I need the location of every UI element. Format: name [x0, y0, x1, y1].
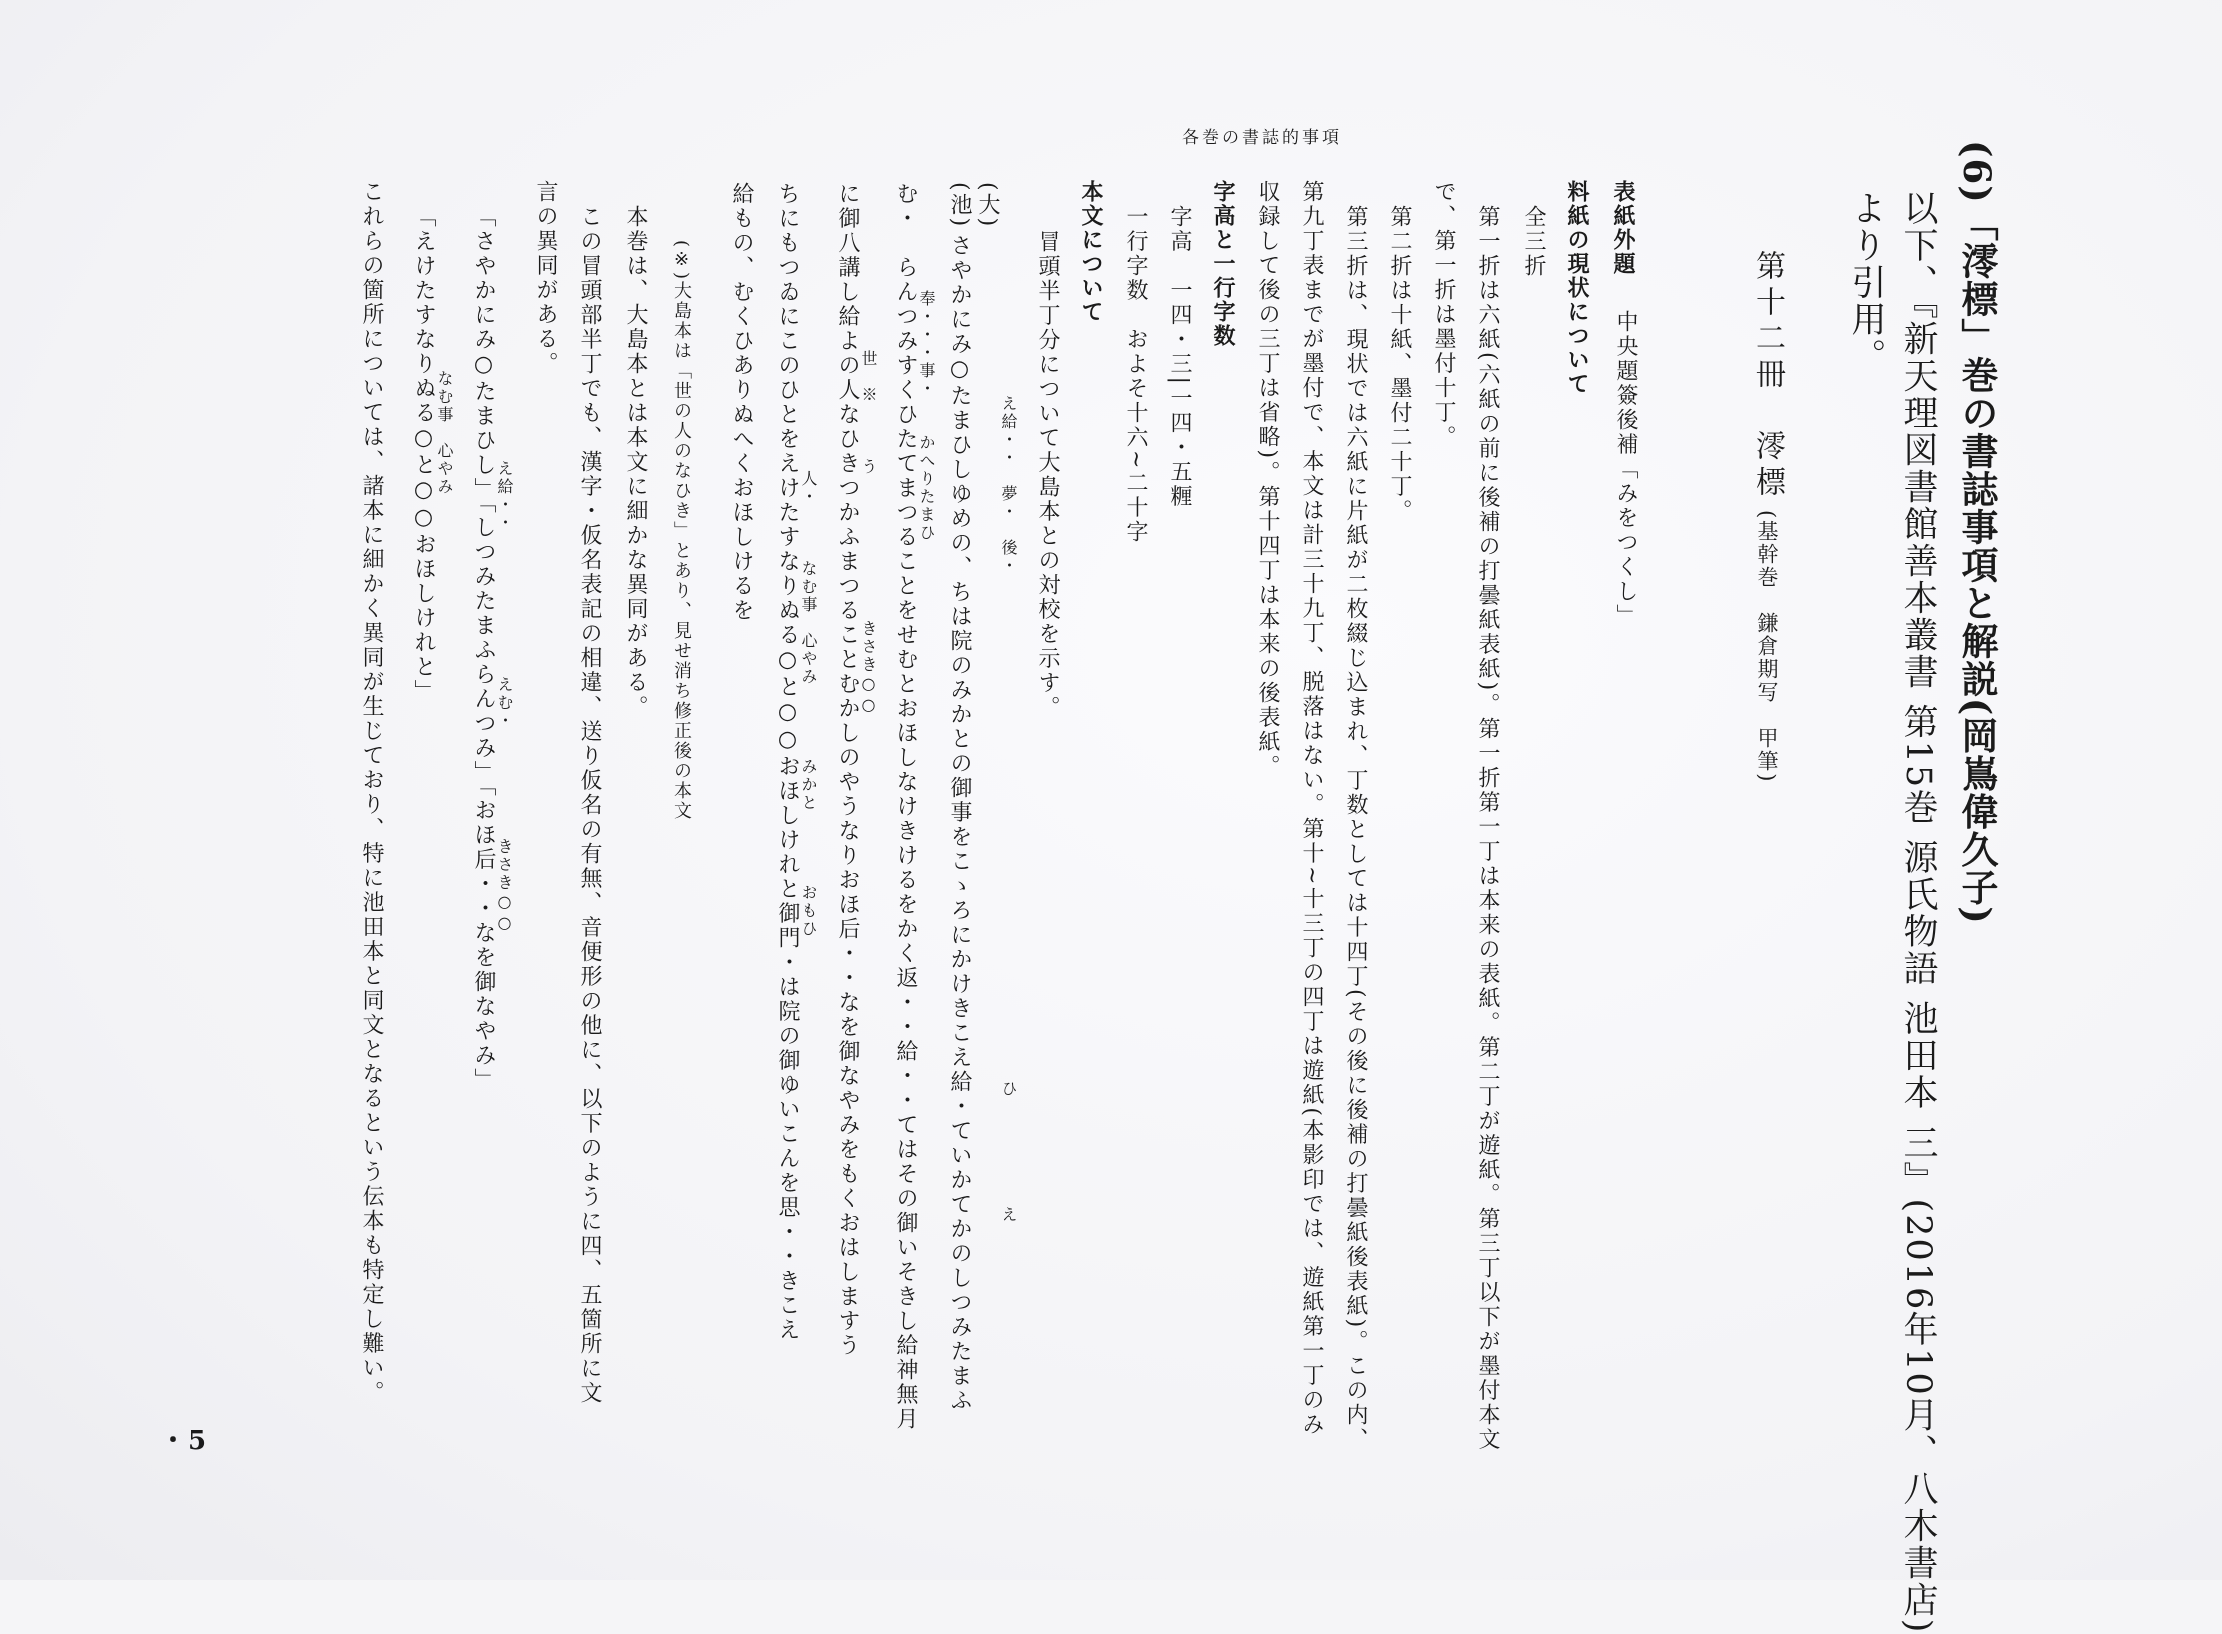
- paragraph-2a: この冒頭部半丁でも、漢字・仮名表記の相違、送り仮名の有無、音便形の他に、以下のように四、五箇所に文: [577, 205, 602, 1406]
- collation-line-2: む・ らんつみすくひたてまつることをせむとおほしなけきけるをかく返・・給・・てはその御いそきし給神無月: [893, 182, 918, 1432]
- label-tai: (大): [975, 182, 1000, 229]
- paragraph-1: 本巻は、大島本とは本文に細かな異同がある。: [623, 205, 648, 720]
- paragraph-2b: 言の異同がある。: [533, 180, 558, 376]
- paper-heading: 料紙の現状について: [1564, 180, 1590, 396]
- paper-line-1: 全三折: [1521, 205, 1546, 279]
- label-ike: (池): [947, 182, 972, 229]
- paper-line-6: 第九丁表までが墨付で、本文は計三十九丁、脱落はない。第十~十三丁の四丁は遊紙(本影印では、遊紙第一丁のみ: [1299, 180, 1324, 1438]
- quote-line-2: 「えけたすなりぬる○と○○おほしけれと」: [411, 205, 436, 704]
- collation-intro: 冒頭半丁分について大島本との対校を示す。: [1035, 230, 1060, 720]
- cover-heading: 表紙外題: [1610, 180, 1636, 276]
- quote-line-1: 「さやかにみ○たまひし」「しつみたまふらんつみ」「おほ后・・なを御なやみ」: [471, 205, 496, 1093]
- closing-paragraph: これらの箇所については、諸本に細かく異同が生じており、特に池田本と同文となるという伝本も特定し難い。: [359, 180, 384, 1405]
- collation-line-3: に御八講し給よの人なひきつかふまつることむかしのやうなりおほ后・・なを御なやみをもくおはしますう: [835, 182, 860, 1358]
- ruby-line-1b: ひ え: [999, 1080, 1018, 1224]
- paper-line-4: 第二折は十紙、墨付二十丁。: [1387, 205, 1412, 524]
- paper-line-5: 第三折は、現状では六紙に片紙が二枚綴じ込まれ、丁数としては十四丁(その後に後補の打曇紙後表紙)。この内、: [1343, 205, 1368, 1453]
- ruby-line-4: 人・ なむ事 心やみ みかと おもひ: [799, 470, 818, 938]
- section-title: (6)「澪標」巻の書誌事項と解説(岡嶌偉久子): [1955, 140, 1999, 925]
- page-number: ・5: [160, 1426, 209, 1456]
- ruby-line-2: 奉・・・事・ かへりたまひ: [917, 290, 936, 542]
- volume-label: 第十二冊 澪標: [1750, 250, 1785, 502]
- paper-line-7: 収録して後の三丁は省略)。第十四丁は本来の後表紙。: [1255, 180, 1280, 780]
- paper-line-2: 第一折は六紙(六紙の前に後補の打曇紙表紙)。第一折第一丁は本来の表紙。第二丁が遊紙。第三丁以下が墨付本文: [1475, 205, 1500, 1453]
- running-head: 各巻の書誌的事項: [1182, 128, 1342, 148]
- ruby-line-1: え給・・ 夢・ 後・: [999, 395, 1018, 575]
- ruby-line-3: 世 ※ う きさき○○: [859, 350, 878, 716]
- volume-note: (基幹巻 鎌倉期写 甲筆): [1755, 510, 1779, 784]
- text-heading: 本文について: [1078, 180, 1104, 324]
- height-heading: 字高と一行字数: [1210, 180, 1236, 348]
- intro-line-1: 以下、『新天理図書館善本叢書 第15巻 源氏物語 池田本 三』(2016年10月、八木書店): [1898, 190, 1938, 1634]
- collation-line-4: ちにもつゐにこのひとをえけたすなりぬる○と○○おほしけれと御門・は院の御ゆいこんを思・・きこえ: [775, 182, 800, 1343]
- quote-ruby-1: え給・・ えむ・ きさき○○: [495, 460, 514, 934]
- collation-line-1: さやかにみ○たまひしゆめの、ちは院のみかとの御事をこゝろにかけきこえ給・ていかてかのしつみたまふ: [947, 234, 972, 1413]
- collation-note: (※)大島本は「世の人のなひき」とあり、見せ消ち修正後の本文: [671, 240, 692, 822]
- cover-text: 中央題簽後補「みをつくし」: [1613, 310, 1638, 629]
- height-line-1: 字高 一四・三|一四・五糎: [1167, 205, 1192, 509]
- paper-line-3: で、第一折は墨付十丁。: [1431, 180, 1456, 450]
- height-line-2: 一行字数 およそ十六~二十字: [1123, 205, 1148, 545]
- quote-ruby-2: なむ事 心やみ: [435, 370, 454, 496]
- collation-line-5: 給もの、むくひありぬへくおほしけるを: [729, 182, 754, 623]
- intro-line-2: より引用。: [1846, 190, 1886, 375]
